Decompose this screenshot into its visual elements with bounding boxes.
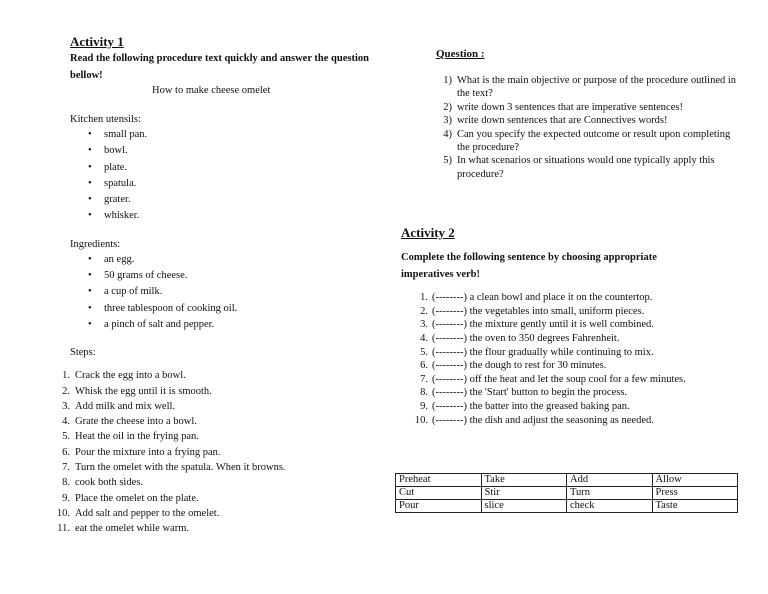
table-cell: Stir — [481, 487, 567, 500]
table-cell: Take — [481, 474, 567, 487]
list-item — [52, 414, 372, 429]
item-number: 9. — [62, 492, 70, 504]
item-number: 10. — [414, 414, 428, 426]
activity2-title: Activity 2 — [401, 225, 455, 241]
item-number: 1) — [443, 75, 452, 86]
item-text: write down sentences that are Connectives words! — [457, 115, 668, 127]
item-number: 6. — [62, 446, 70, 458]
item-number: 4) — [443, 128, 452, 140]
table-row — [396, 500, 738, 513]
activity1-title: Activity 1 — [70, 34, 124, 49]
list-item — [52, 506, 372, 521]
list-item: • a cup of milk. — [104, 284, 372, 300]
item-number: 9. — [420, 401, 428, 412]
table-cell: Add — [567, 474, 653, 487]
item-text: (--------) the vegetables into small, uniform pieces. — [432, 305, 645, 317]
item-text: Place the omelet on the plate. — [75, 492, 199, 504]
item-number: 8. — [420, 387, 428, 399]
list-item — [400, 346, 745, 360]
table-cell: Pour — [396, 500, 482, 513]
activity1-instruction: Read the following procedure text quickly and answer the question bellow! — [70, 53, 369, 81]
list-item — [52, 521, 372, 536]
item-number: 3. — [420, 319, 428, 331]
table-cell: check — [567, 500, 653, 513]
item-text: Heat the oil in the frying pan. — [75, 431, 199, 443]
list-item — [400, 154, 745, 181]
item-number: 7. — [62, 462, 70, 474]
table-cell: Press — [652, 487, 738, 500]
list-item — [400, 291, 745, 305]
table-row — [396, 474, 738, 487]
list-item — [52, 429, 372, 444]
item-text: cook both sides. — [75, 477, 143, 489]
list-item — [52, 491, 372, 506]
item-text: Can you specify the expected outcome or result upon completing the procedure? — [457, 128, 731, 154]
table-cell: Allow — [652, 474, 738, 487]
list-item — [400, 128, 745, 155]
item-text: Whisk the egg until it is smooth. — [75, 385, 212, 397]
activity1-section — [52, 34, 372, 537]
list-item — [52, 384, 372, 399]
item-text: What is the main objective or purpose of the procedure outlined in the text? — [457, 75, 737, 100]
item-text: In what scenarios or situations would one typically apply this procedure? — [457, 155, 715, 180]
item-text: (--------) the oven to 350 degrees Fahrenheit. — [432, 333, 620, 345]
list-item — [52, 475, 372, 490]
item-text: Grate the cheese into a bowl. — [75, 416, 197, 428]
item-text: (--------) the flour gradually while continuing to mix. — [432, 346, 654, 358]
item-number: 1. — [62, 370, 70, 382]
ingredients-list — [52, 252, 372, 333]
list-item — [400, 373, 745, 387]
text-title: How to make cheese omelet — [152, 85, 271, 96]
list-item: • grater. — [104, 192, 372, 208]
list-item — [52, 460, 372, 475]
item-text: Crack the egg into a bowl. — [75, 370, 186, 382]
list-item — [400, 114, 745, 127]
list-item — [400, 359, 745, 373]
item-text: Pour the mixture into a frying pan. — [75, 446, 221, 458]
table-cell: Preheat — [396, 474, 482, 487]
list-item — [400, 386, 745, 400]
item-number: 1. — [420, 292, 428, 304]
list-item — [400, 305, 745, 319]
item-text: (--------) the 'Start' button to begin the process. — [432, 387, 628, 399]
item-number: 4. — [420, 333, 428, 345]
item-number: 5) — [443, 155, 452, 167]
item-number: 3) — [443, 115, 452, 127]
item-number: 2. — [420, 305, 428, 317]
list-item — [400, 332, 745, 346]
item-text: (--------) the dough to rest for 30 minutes. — [432, 360, 607, 372]
utensils-heading: Kitchen utensils: — [70, 114, 141, 125]
list-item: • an egg. — [104, 252, 372, 268]
item-number: 4. — [62, 416, 70, 428]
item-text: (--------) the dish and adjust the seasoning as needed. — [432, 414, 654, 426]
questions-list — [400, 74, 745, 181]
fill-in-list — [400, 291, 745, 427]
ingredients-heading: Ingredients: — [70, 238, 121, 250]
item-number: 5. — [420, 346, 428, 358]
list-item: • whisker. — [104, 208, 372, 224]
list-item — [52, 399, 372, 414]
item-text: Turn the omelet with the spatula. When it browns. — [75, 462, 286, 474]
list-item: • plate. — [104, 160, 372, 176]
item-number: 6. — [420, 360, 428, 372]
list-item — [400, 400, 745, 414]
table-cell: Cut — [396, 487, 482, 500]
list-item — [400, 414, 745, 428]
item-text: (--------) the batter into the greased baking pan. — [432, 401, 630, 412]
table-cell: Taste — [652, 500, 738, 513]
list-item — [400, 74, 745, 101]
item-text: (--------) off the heat and let the soup cool for a few minutes. — [432, 373, 686, 385]
activity2-instruction: Complete the following sentence by choosing appropriate imperatives verb! — [401, 252, 657, 281]
list-item — [400, 101, 745, 114]
steps-list — [52, 368, 372, 536]
list-item: • a pinch of salt and pepper. — [104, 317, 372, 333]
utensils-list — [52, 127, 372, 225]
item-text: (--------) the mixture gently until it is well combined. — [432, 319, 654, 331]
item-text: write down 3 sentences that are imperative sentences! — [457, 101, 683, 113]
table-row — [396, 487, 738, 500]
questions-and-activity2 — [400, 48, 745, 427]
list-item: • three tablespoon of cooking oil. — [104, 301, 372, 317]
list-item: • small pan. — [104, 127, 372, 143]
item-number: 10. — [56, 507, 70, 519]
table-cell: slice — [481, 500, 567, 513]
item-number: 8. — [62, 477, 70, 489]
table-cell: Turn — [567, 487, 653, 500]
item-number: 3. — [62, 400, 70, 412]
item-number: 2. — [62, 385, 70, 397]
list-item — [400, 318, 745, 332]
item-number: 7. — [420, 373, 428, 385]
item-number: 11. — [57, 523, 70, 535]
item-text: (--------) a clean bowl and place it on the countertop. — [432, 292, 653, 304]
list-item: • bowl. — [104, 143, 372, 159]
list-item — [52, 368, 372, 383]
word-bank-table — [395, 473, 738, 513]
item-number: 2) — [443, 101, 452, 113]
steps-heading: Steps: — [70, 347, 96, 359]
questions-title: Question : — [436, 48, 485, 60]
item-text: Add salt and pepper to the omelet. — [75, 507, 220, 519]
item-text: eat the omelet while warm. — [75, 523, 189, 535]
list-item: • spatula. — [104, 176, 372, 192]
list-item: • 50 grams of cheese. — [104, 268, 372, 284]
list-item — [52, 445, 372, 460]
item-number: 5. — [62, 431, 70, 443]
item-text: Add milk and mix well. — [75, 400, 176, 412]
